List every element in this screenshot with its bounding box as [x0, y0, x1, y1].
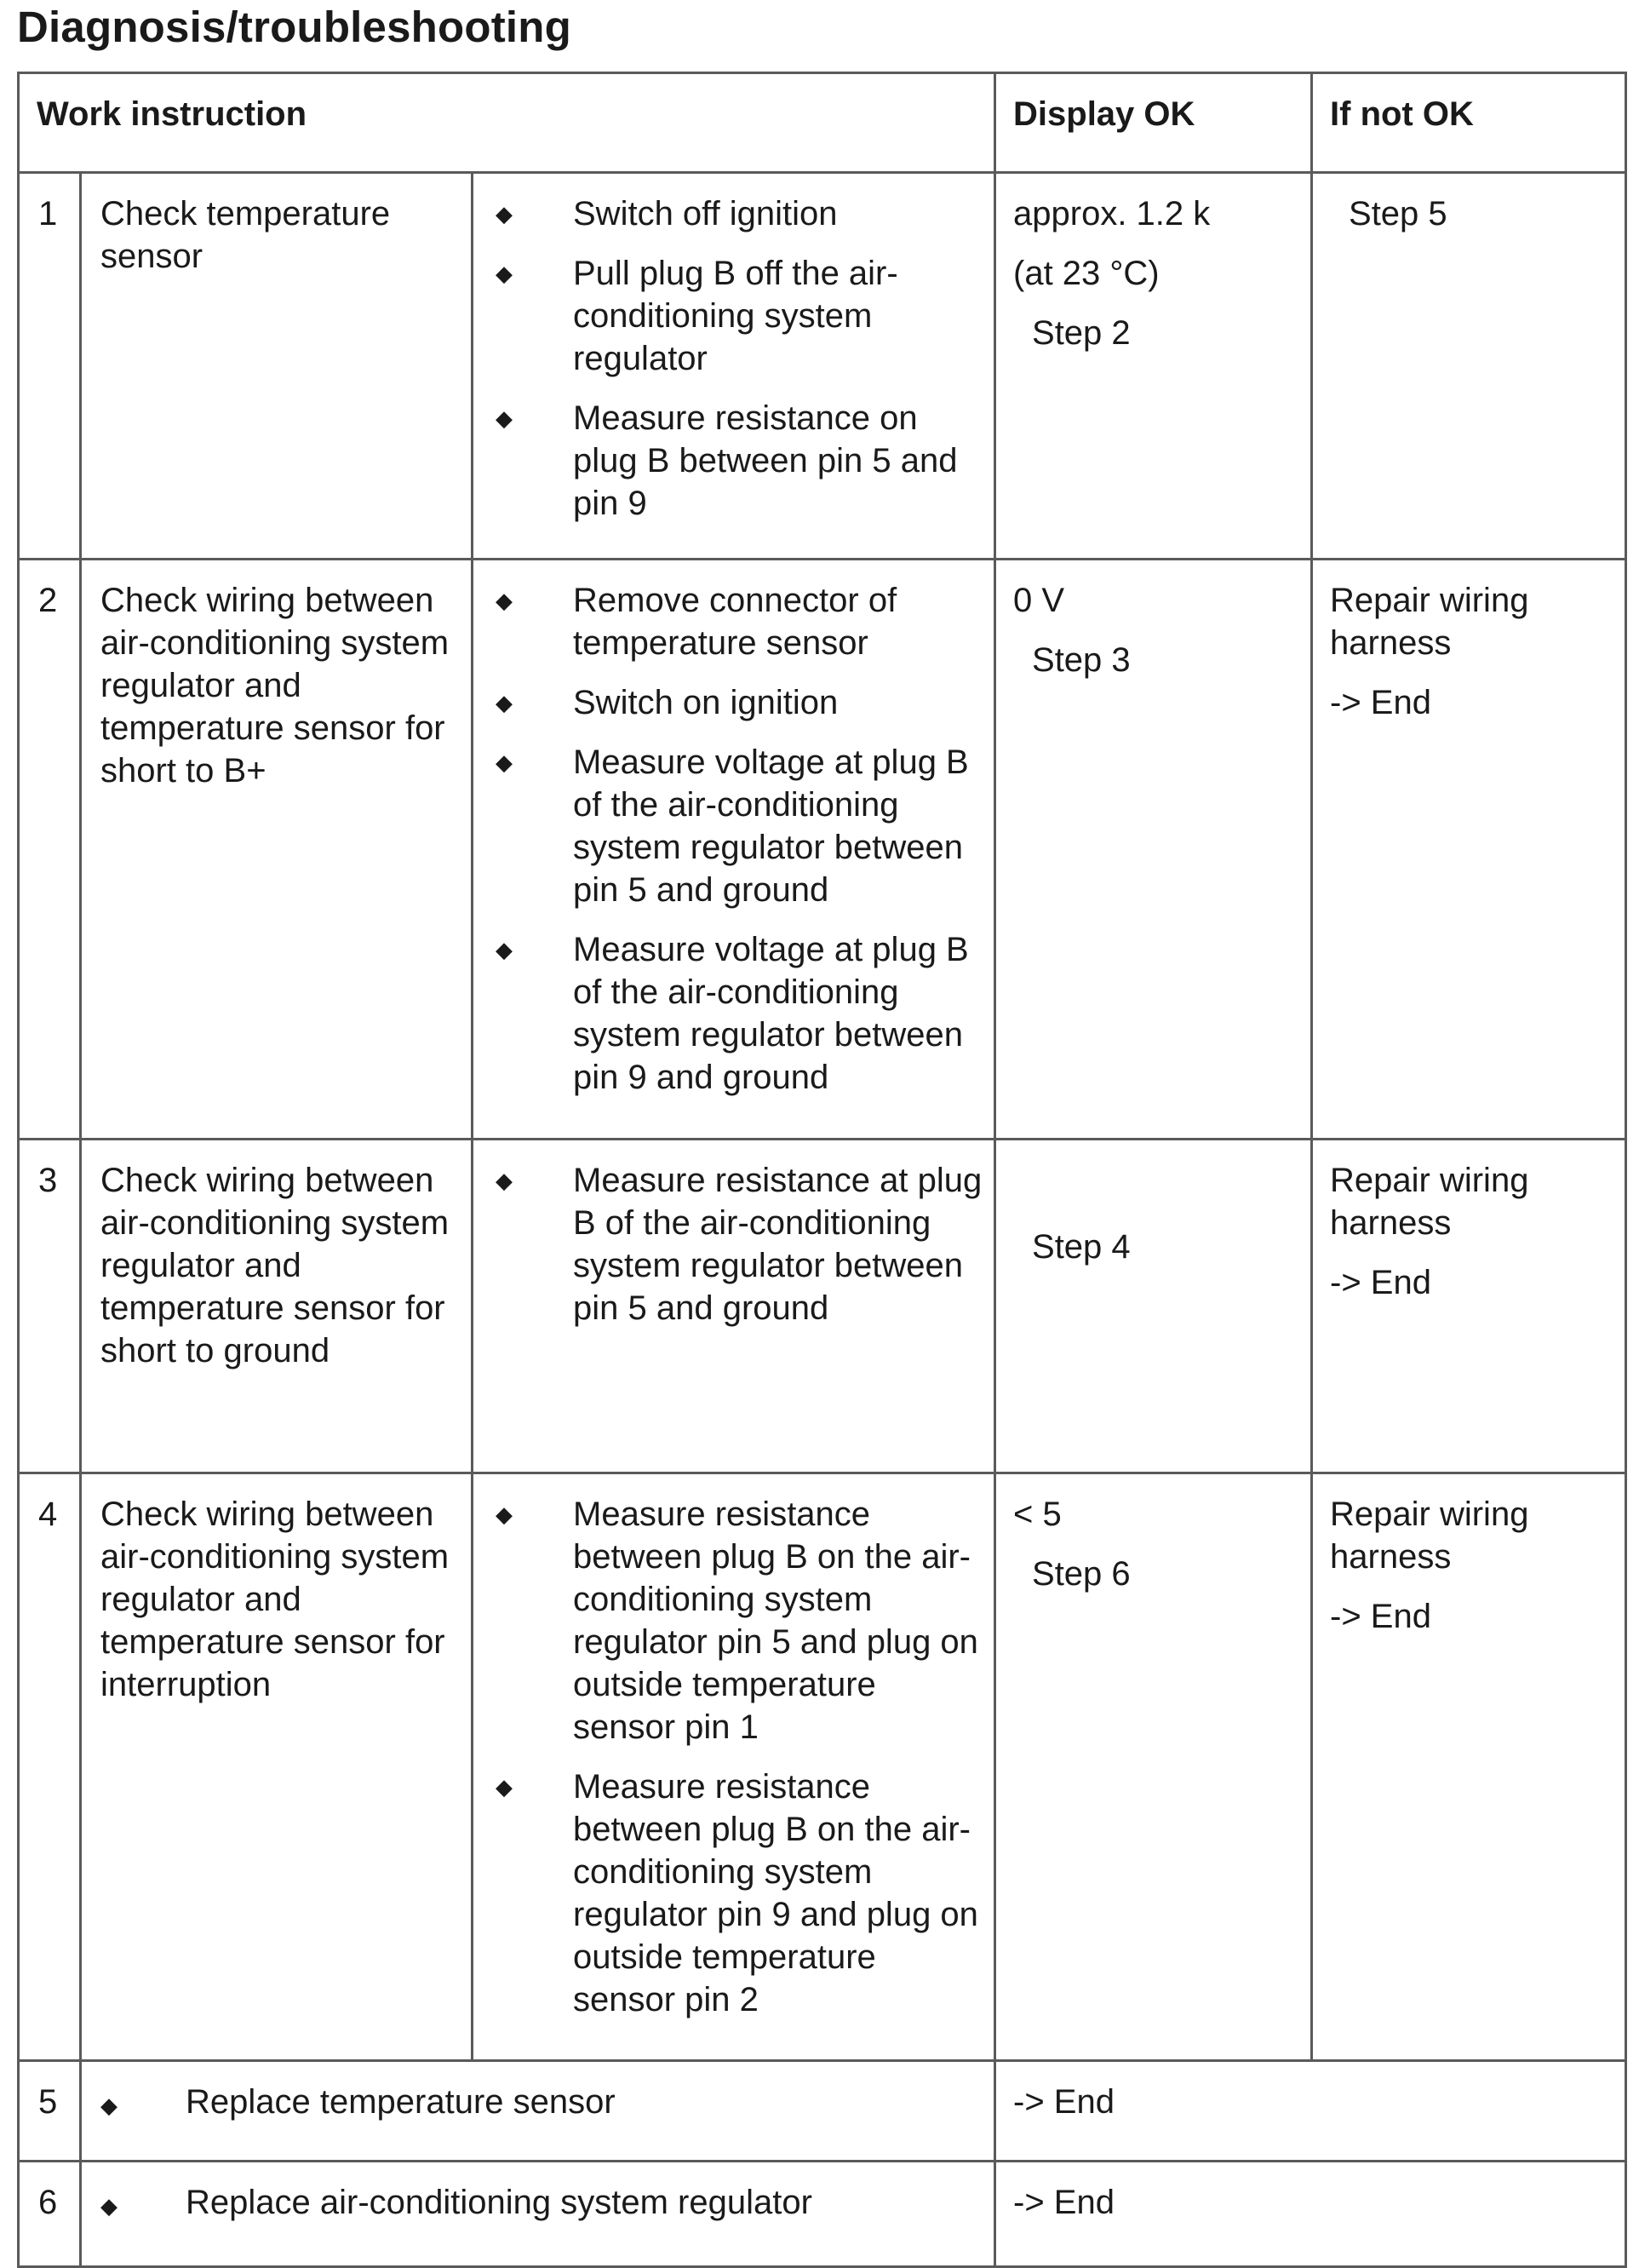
bullet-icon: ◆	[496, 1774, 513, 1800]
action-list-cell	[473, 1140, 995, 1473]
if-not-ok-action: Repair wiring harness	[1330, 1496, 1529, 1576]
display-ok-cell	[995, 560, 1312, 1140]
action-item: ◆ Measure resistance at plug B of the air-conditioning system regulator between pin 5 and ground	[473, 1159, 985, 1329]
bullet-icon: ◆	[496, 937, 513, 962]
header-if-not-ok: If not OK	[1312, 73, 1626, 173]
action-list	[473, 192, 985, 525]
display-ok-value: approx. 1.2 k	[1013, 195, 1211, 233]
display-ok-cell	[995, 1473, 1312, 2061]
if-not-ok-next-step: -> End	[1330, 684, 1431, 721]
bullet-icon: ◆	[496, 749, 513, 775]
step-number: 6	[19, 2162, 81, 2267]
header-display-ok: Display OK	[995, 73, 1312, 173]
action-text: Replace temperature sensor	[186, 2083, 616, 2121]
action-cell	[81, 2162, 995, 2267]
table-row	[19, 173, 1626, 560]
action-list-cell	[473, 173, 995, 560]
action-item: ◆ Switch off ignition	[473, 192, 985, 235]
action-list	[473, 1493, 985, 2021]
action-item: ◆ Measure resistance on plug B between pin 5 and pin 9	[473, 397, 985, 525]
step-number: 2	[19, 560, 81, 1140]
action-list	[473, 579, 985, 1099]
if-not-ok-next-step: -> End	[1330, 1598, 1431, 1635]
header-work-instruction: Work instruction	[19, 73, 995, 173]
display-ok-next-step: Step 4	[1032, 1228, 1131, 1266]
display-ok-next-step: -> End	[995, 2162, 1626, 2267]
if-not-ok-cell	[1312, 1140, 1626, 1473]
display-ok-next-step: Step 2	[1032, 314, 1131, 352]
action-text: Replace air-conditioning system regulator	[186, 2184, 812, 2221]
step-number: 5	[19, 2061, 81, 2162]
bullet-icon: ◆	[100, 2193, 117, 2219]
action-item: ◆ Switch on ignition	[473, 681, 985, 724]
display-ok-next-step: Step 6	[1032, 1555, 1131, 1593]
table-row	[19, 1140, 1626, 1473]
action-list-cell	[473, 1473, 995, 2061]
action-cell	[81, 2061, 995, 2162]
action-list-cell	[473, 560, 995, 1140]
display-ok-value: 0 V	[1013, 582, 1065, 619]
table-row	[19, 560, 1626, 1140]
display-ok-cell	[995, 1140, 1312, 1473]
action-item: ◆ Pull plug B off the air-conditioning system regulator	[473, 252, 985, 380]
diagnosis-table	[17, 72, 1627, 2268]
bullet-icon: ◆	[496, 201, 513, 227]
table-row	[19, 2162, 1626, 2267]
bullet-icon: ◆	[496, 690, 513, 715]
step-number: 4	[19, 1473, 81, 2061]
display-ok-cell	[995, 173, 1312, 560]
if-not-ok-cell	[1312, 1473, 1626, 2061]
bullet-icon: ◆	[496, 1501, 513, 1527]
display-ok-next-step: -> End	[995, 2061, 1626, 2162]
action-item: ◆ Measure voltage at plug B of the air-conditioning system regulator between pin 9 and ground	[473, 928, 985, 1099]
action-item: ◆ Remove connector of temperature sensor	[473, 579, 985, 664]
display-ok-condition: (at 23 °C)	[1013, 255, 1160, 292]
bullet-icon: ◆	[496, 588, 513, 613]
if-not-ok-action: Repair wiring harness	[1330, 1162, 1529, 1242]
check-description: Check temperature sensor	[81, 173, 473, 560]
bullet-icon: ◆	[100, 2093, 117, 2118]
page-title: Diagnosis/troubleshooting	[17, 3, 571, 51]
step-number: 3	[19, 1140, 81, 1473]
bullet-icon: ◆	[496, 261, 513, 286]
check-description: Check wiring between air-conditioning system regulator and temperature sensor for interruption	[81, 1473, 473, 2061]
table-header-row	[19, 73, 1626, 173]
action-item: ◆ Measure voltage at plug B of the air-conditioning system regulator between pin 5 and ground	[473, 741, 985, 911]
action-item: ◆ Measure resistance between plug B on the air-conditioning system regulator pin 5 and plug on outside temperature sensor pin 1	[473, 1493, 985, 1748]
display-ok-value: < 5	[1013, 1496, 1062, 1533]
if-not-ok-cell	[1312, 560, 1626, 1140]
action-item: ◆ Measure resistance between plug B on the air-conditioning system regulator pin 9 and plug on outside temperature sensor pin 2	[473, 1766, 985, 2021]
bullet-icon: ◆	[496, 405, 513, 431]
if-not-ok-cell	[1312, 173, 1626, 560]
if-not-ok-next-step: -> End	[1330, 1264, 1431, 1301]
if-not-ok-action: Repair wiring harness	[1330, 582, 1529, 662]
check-description: Check wiring between air-conditioning system regulator and temperature sensor for short to B+	[81, 560, 473, 1140]
table-row	[19, 1473, 1626, 2061]
bullet-icon: ◆	[496, 1168, 513, 1193]
action-list	[473, 1159, 985, 1329]
display-ok-next-step: Step 3	[1032, 641, 1131, 679]
check-description: Check wiring between air-conditioning system regulator and temperature sensor for short to ground	[81, 1140, 473, 1473]
step-number: 1	[19, 173, 81, 560]
if-not-ok-next-step: Step 5	[1349, 195, 1447, 233]
table-row	[19, 2061, 1626, 2162]
